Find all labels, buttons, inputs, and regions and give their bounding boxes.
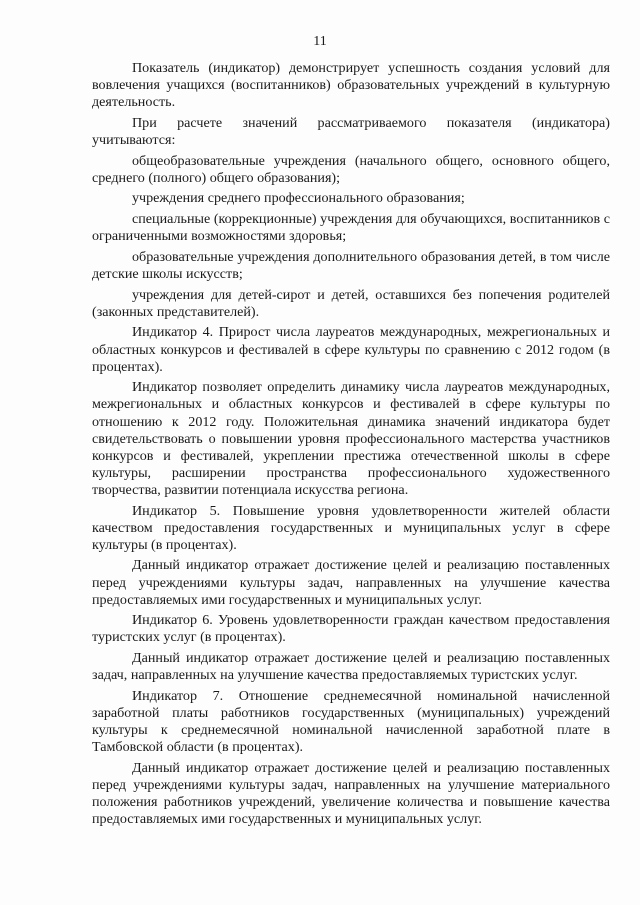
paragraph-calculation-intro: При расчете значений рассматриваемого показателя (индикатора) учитываются:	[92, 114, 610, 148]
document-body	[92, 60, 610, 832]
list-item-additional-education: образовательные учреждения дополнительного образования детей, в том числе детские школы искусств;	[92, 248, 610, 282]
list-item-secondary-professional: учреждения среднего профессионального образования;	[132, 190, 465, 207]
list-item-orphans: учреждения для детей-сирот и детей, оставшихся без попечения родителей (законных представителей).	[92, 286, 610, 320]
paragraph-indicator-7-description: Данный индикатор отражает достижение целей и реализацию поставленных перед учреждениями культуры задач, направленных на улучшение материального положения работников учреждений, увеличение количества и повышение качества предоставляемых ими государственных и муниципальных услуг.	[92, 759, 610, 828]
paragraph-indicator-4-description: Индикатор позволяет определить динамику числа лауреатов международных, межрегиональных и областных конкурсов и фестивалей в сфере культуры по отношению к 2012 году. Положительная динамика значений индикатора будет свидетельствовать о повышении уровня профессионального мастерства участников конкурсов и фестивалей, укреплении престижа отечественной школы в сфере культуры, расширении пространства профессионального художественного творчества, развитии потенциала искусства региона.	[92, 379, 610, 498]
list-item-general-education: общеобразовательные учреждения (начального общего, основного общего, среднего (полного) общего образования);	[92, 152, 610, 186]
page-number: 11	[313, 34, 327, 49]
paragraph-indicator-6: Индикатор 6. Уровень удовлетворенности граждан качеством предоставления туристских услуг (в процентах).	[92, 612, 610, 646]
paragraph-indicator-5-description: Данный индикатор отражает достижение целей и реализацию поставленных перед учреждениями культуры задач, направленных на улучшение качества предоставляемых ими государственных и муниципальных услуг.	[92, 557, 610, 608]
list-item-special-correctional: специальные (коррекционные) учреждения для обучающихся, воспитанников с ограниченными возможностями здоровья;	[92, 211, 610, 245]
paragraph-indicator-description: Показатель (индикатор) демонстрирует успешность создания условий для вовлечения учащихся (воспитанников) образовательных учреждений в культурную деятельность.	[92, 60, 610, 111]
paragraph-indicator-6-description: Данный индикатор отражает достижение целей и реализацию поставленных задач, направленных на улучшение качества предоставляемых туристских услуг.	[92, 650, 610, 684]
paragraph-indicator-4: Индикатор 4. Прирост числа лауреатов международных, межрегиональных и областных конкурсов и фестивалей в сфере культуры по сравнению с 2012 годом (в процентах).	[92, 324, 610, 375]
paragraph-indicator-7: Индикатор 7. Отношение среднемесячной номинальной начисленной заработной платы работников государственных (муниципальных) учреждений культуры к среднемесячной номинальной начисленной заработной плате в Тамбовской области (в процентах).	[92, 687, 610, 756]
paragraph-indicator-5: Индикатор 5. Повышение уровня удовлетворенности жителей области качеством предоставления государственных и муниципальных услуг в сфере культуры (в процентах).	[92, 502, 610, 553]
